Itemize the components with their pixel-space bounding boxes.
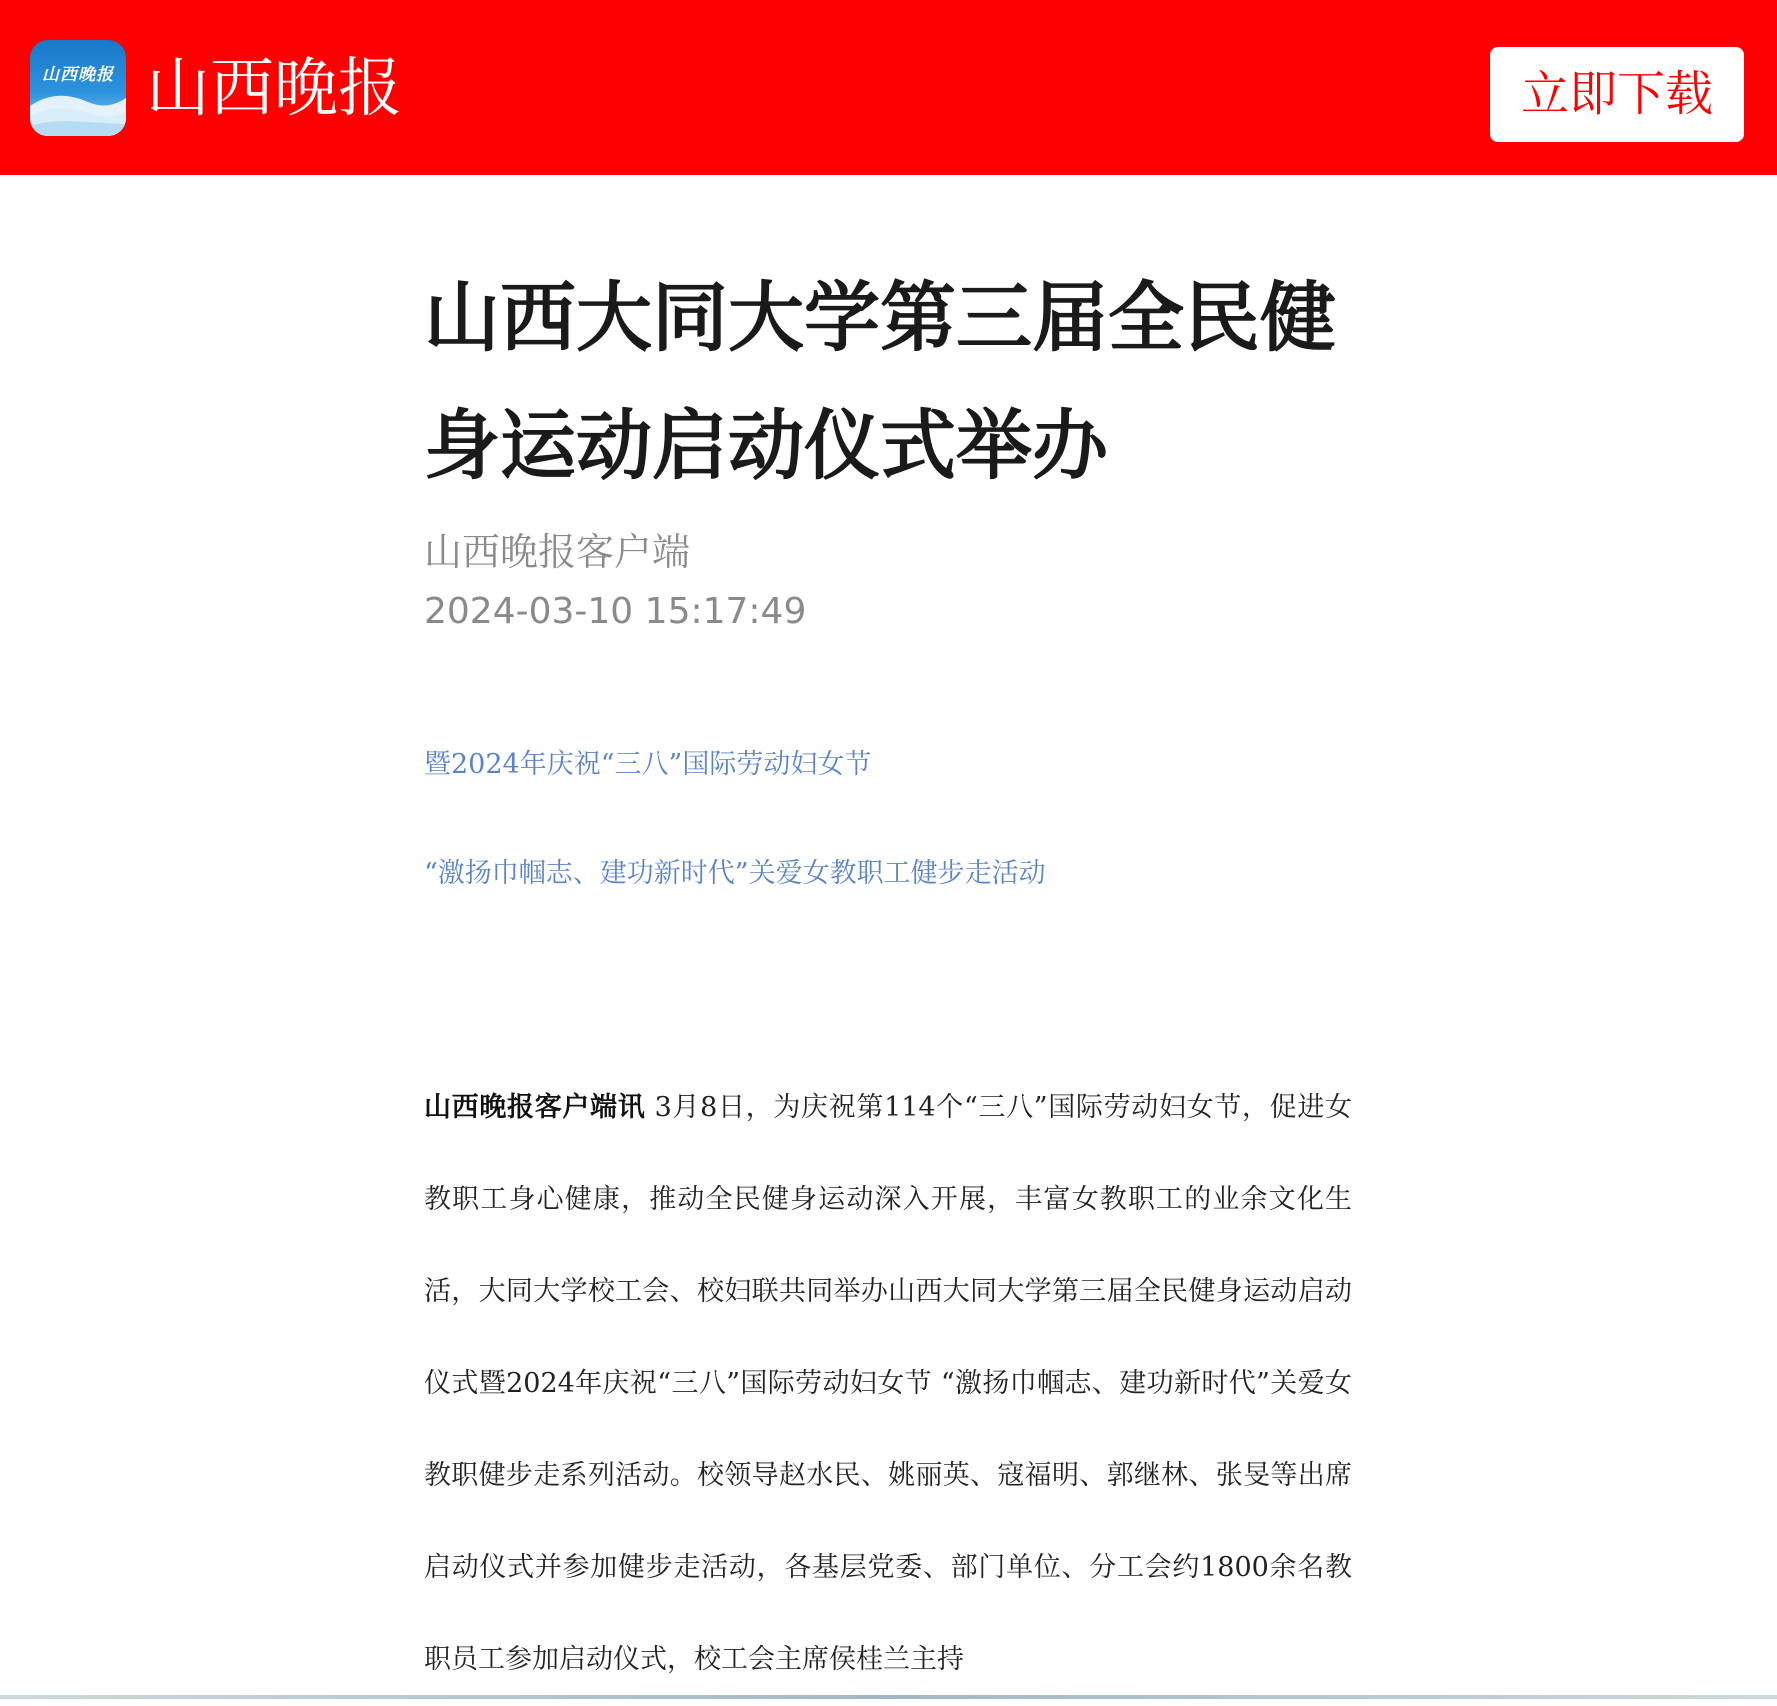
- app-logo[interactable]: [30, 40, 126, 136]
- app-header: [0, 0, 1777, 175]
- article-body-lead: 山西晚报客户端讯: [424, 1092, 646, 1123]
- page-bottom-divider: [0, 1695, 1777, 1699]
- article-subtitle: “激扬巾帼志、建功新时代”关爱女教职工健步走活动: [424, 858, 1046, 889]
- article-body-text: 3月8日，为庆祝第114个“三八”国际劳动妇女节，促进女教职工身心健康，推动全民健身运动深入开展，丰富女教职工的业余文化生活，大同大学校工会、校妇联共同举办山西大同大学第三届全民健身运动启动仪式暨2024年庆祝“三八”国际劳动妇女节 “激扬巾帼志、建功新时代”关爱女教职健步走系列活动。校领导赵水民、姚丽英、寇福明、郭继林、张旻等出席启动仪式并参加健步走活动，各基层党委、部门单位、分工会约1800余名教职员工参加启动仪式，校工会主席侯桂兰主持: [424, 1092, 1352, 1675]
- logo-text: 山西晚报: [42, 65, 114, 85]
- article-datetime: 2024-03-10 15:17:49: [424, 591, 807, 632]
- article-source: 山西晚报客户端: [424, 530, 691, 574]
- article-title: 山西大同大学第三届全民健身运动启动仪式举办: [424, 273, 1336, 490]
- download-button[interactable]: 立即下载: [1490, 47, 1744, 142]
- logo-wave-icon: [30, 40, 126, 136]
- article-body: [424, 1062, 1352, 1706]
- app-name: 山西晚报: [146, 52, 402, 126]
- article-subtitle: 暨2024年庆祝“三八”国际劳动妇女节: [424, 749, 872, 780]
